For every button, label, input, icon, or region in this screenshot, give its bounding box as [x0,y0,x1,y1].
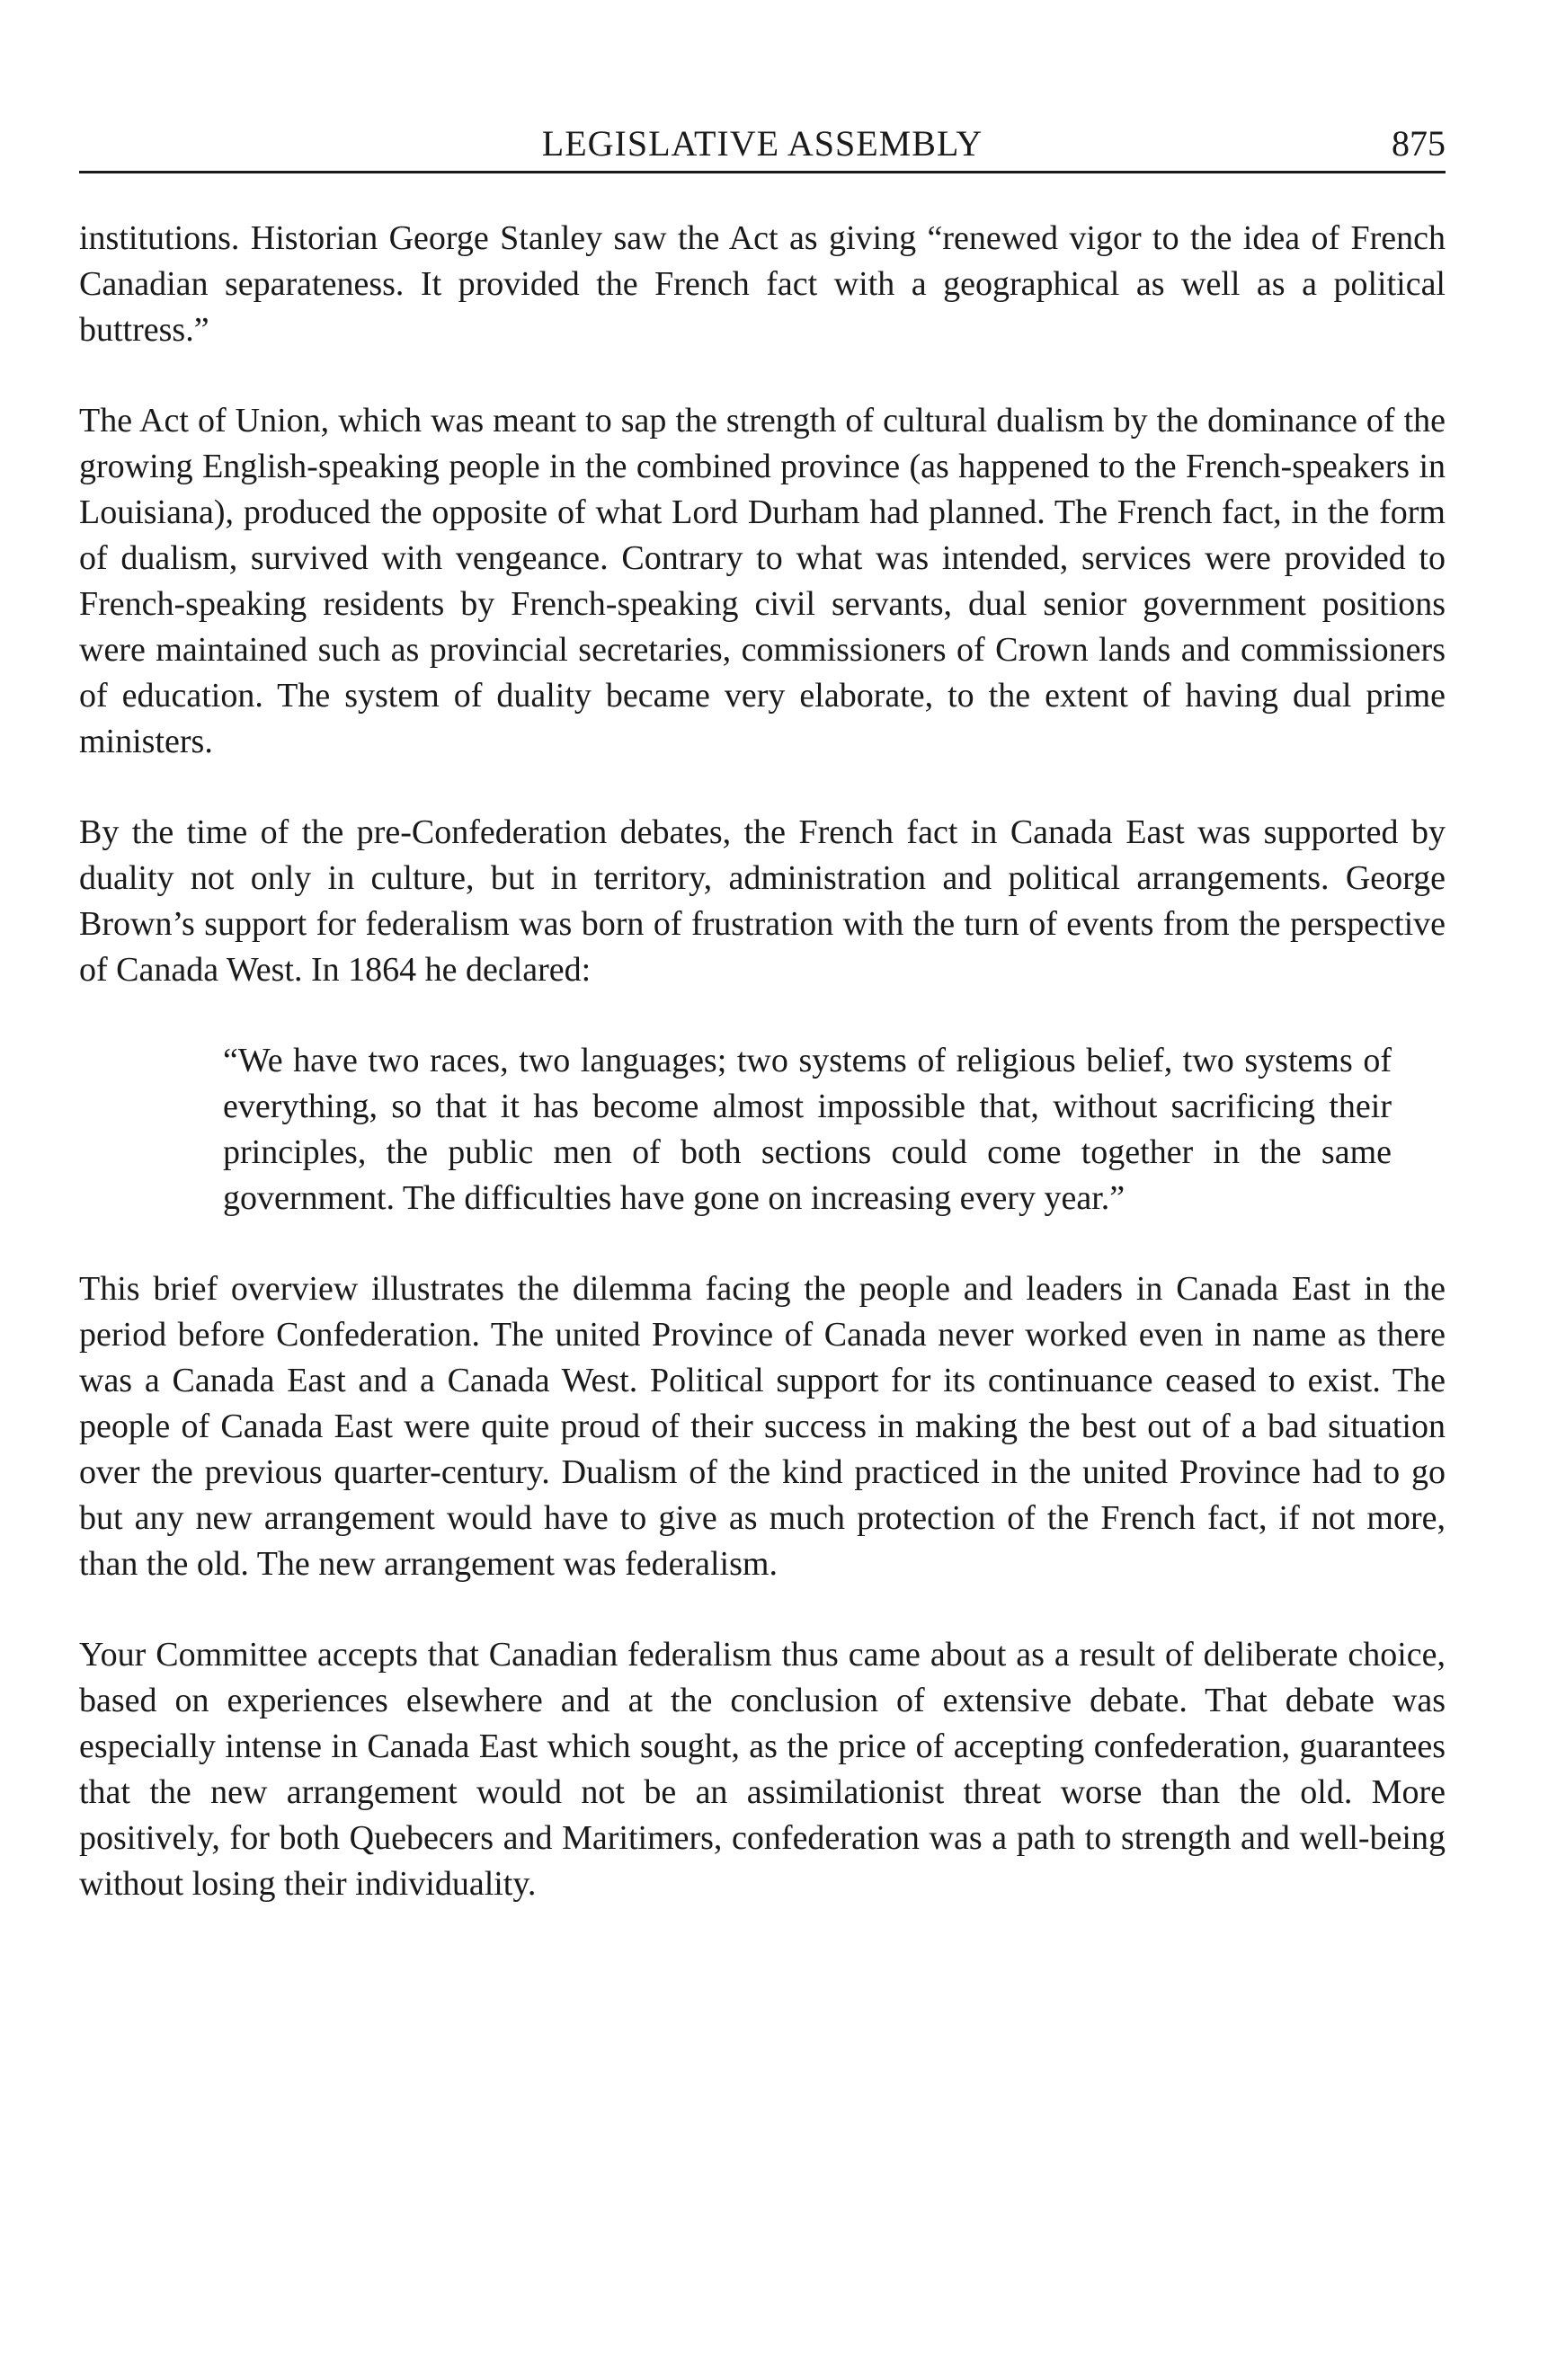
paragraph-continuation: institutions. Historian George Stanley saw the Act as giving “renewed vigor to the idea of French Canadian separateness. It provided the French fact with a geographical as well as a political buttress.” [79,219,1446,349]
block-quote-george-brown: “We have two races, two languages; two systems of religious belief, two systems of everything, so that it has become almost impossible that, without sacrificing their principles, the public men of both sections could come together in the same government. The difficulties have gone on increasing every year.” [223,1042,1392,1217]
running-title: LEGISLATIVE ASSEMBLY [541,123,983,164]
paragraph-act-of-union: The Act of Union, which was meant to sap the strength of cultural dualism by the dominance of the growing English-speaking people in the combined province (as happened to the French-speakers in Louisiana), produced the opposite of what Lord Durham had planned. The French fact, in the form of dualism, survived with vengeance. Contrary to what was intended, services were provided to French-speaking residents by French-speaking civil servants, dual senior government positions were maintained such as provincial secretaries, commissioners of Crown lands and commissioners of education. The system of duality became very elaborate, to the extent of having dual prime ministers. [79,402,1446,760]
paragraph-pre-confederation: By the time of the pre-Confederation debates, the French fact in Canada East was supported by duality not only in culture, but in territory, administration and political arrangements. George Brown’s support for federalism was born of frustration with the turn of events from the perspective of Canada West. In 1864 he declared: [79,813,1446,989]
header-rule [79,171,1446,173]
running-header [79,119,1446,173]
body-text [79,216,1446,1952]
page-number: 875 [1392,123,1446,164]
paragraph-committee: Your Committee accepts that Canadian federalism thus came about as a result of deliberate choice, based on experiences elsewhere and at the conclusion of extensive debate. That debate was especially intense in Canada East which sought, as the price of accepting confederation, guarantees that the new arrangement would not be an assimilationist threat worse than the old. More positively, for both Quebecers and Maritimers, confederation was a path to strength and well-being without losing their individuality. [79,1636,1446,1903]
paragraph-overview: This brief overview illustrates the dilemma facing the people and leaders in Canada East in the period before Confederation. The united Province of Canada never worked even in name as there was a Canada East and a Canada West. Political support for its continuance ceased to exist. The people of Canada East were quite proud of their success in making the best out of a bad situation over the previous quarter-century. Dualism of the kind practiced in the united Province had to go but any new arrangement would have to give as much protection of the French fact, if not more, than the old. The new arrangement was federalism. [79,1270,1446,1583]
